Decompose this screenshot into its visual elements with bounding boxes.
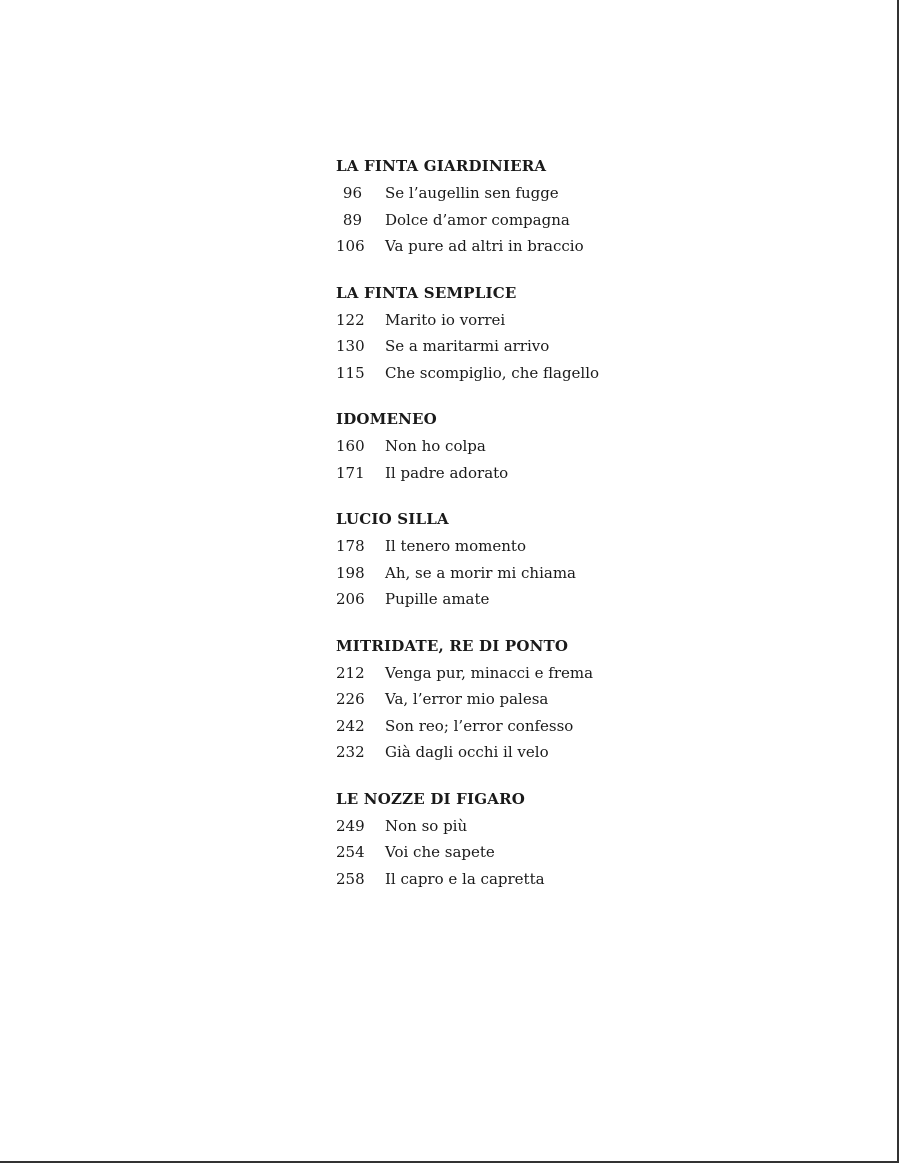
- entry-page-number: 258: [336, 869, 365, 888]
- toc-entry: [336, 686, 736, 713]
- toc-entry: [336, 180, 736, 207]
- entry-page-number: 89: [342, 210, 362, 229]
- entry-title: Non so più: [385, 816, 468, 835]
- toc-entry: [336, 839, 736, 866]
- entry-title: Voi che sapete: [385, 843, 495, 861]
- entry-page-number: 249: [336, 816, 365, 835]
- toc-entry: [336, 460, 736, 487]
- entry-page-number: 198: [336, 563, 365, 582]
- entry-title: Se l’augellin sen fugge: [385, 184, 559, 202]
- entry-page-number: 178: [336, 537, 365, 555]
- entry-page-number: 226: [336, 690, 365, 708]
- section-title: IDOMENEO: [336, 410, 437, 428]
- toc-entry: [336, 739, 736, 766]
- entry-title: Già dagli occhi il velo: [385, 743, 549, 761]
- entry-title: Se a maritarmi arrivo: [385, 337, 550, 355]
- entry-title: Il tenero momento: [385, 537, 526, 555]
- entry-title: Va, l’error mio palesa: [385, 690, 549, 708]
- entry-title: Venga pur, minacci e frema: [385, 663, 594, 682]
- section-lucio-silla: [336, 509, 736, 613]
- entry-page-number: 232: [336, 743, 365, 761]
- toc-entry: [336, 307, 736, 334]
- section-title: LA FINTA GIARDINIERA: [336, 157, 547, 175]
- entry-title: Pupille amate: [385, 590, 490, 608]
- entry-page-number: 106: [336, 237, 365, 255]
- section-title: MITRIDATE, RE DI PONTO: [336, 636, 569, 655]
- toc-entry: [336, 433, 736, 460]
- entry-page-number: 122: [336, 310, 365, 329]
- section-mitridate-re-di-ponto: [336, 636, 736, 766]
- entry-title: Il padre adorato: [385, 463, 509, 482]
- entry-title: Va pure ad altri in braccio: [385, 237, 584, 255]
- toc-entry: [336, 813, 736, 840]
- entry-title: Che scompiglio, che flagello: [385, 363, 600, 382]
- toc-entry: [336, 333, 736, 360]
- toc-entry: [336, 360, 736, 387]
- toc-entry: [336, 233, 736, 260]
- toc-entry: [336, 713, 736, 740]
- section-title: LUCIO SILLA: [336, 510, 449, 528]
- toc-entry: [336, 533, 736, 560]
- entry-page-number: 96: [342, 184, 362, 202]
- entry-page-number: 242: [336, 716, 365, 735]
- toc-entry: [336, 207, 736, 234]
- toc-entry: [336, 660, 736, 687]
- section-la-finta-semplice: [336, 283, 736, 387]
- entry-title: Non ho colpa: [385, 437, 486, 455]
- entry-page-number: 171: [336, 463, 365, 482]
- section-idomeneo: [336, 409, 736, 486]
- toc-entry: [336, 560, 736, 587]
- entry-page-number: 212: [336, 663, 365, 682]
- entry-page-number: 254: [336, 843, 365, 861]
- entry-title: Dolce d’amor compagna: [385, 210, 570, 229]
- entry-page-number: 206: [336, 590, 365, 608]
- section-title: LE NOZZE DI FIGARO: [336, 789, 526, 808]
- toc-entry: [336, 586, 736, 613]
- entry-page-number: 115: [336, 363, 365, 382]
- table-of-contents: [336, 156, 736, 915]
- section-le-nozze-di-figaro: [336, 789, 736, 893]
- entry-title: Marito io vorrei: [385, 310, 506, 329]
- section-la-finta-giardiniera: [336, 156, 736, 260]
- entry-title: Son reo; l’error confesso: [385, 716, 574, 735]
- section-title: LA FINTA SEMPLICE: [336, 283, 517, 302]
- entry-title: Ah, se a morir mi chiama: [385, 563, 577, 582]
- entry-page-number: 160: [336, 437, 365, 455]
- toc-entry: [336, 866, 736, 893]
- entry-title: Il capro e la capretta: [385, 869, 545, 888]
- entry-page-number: 130: [336, 337, 365, 355]
